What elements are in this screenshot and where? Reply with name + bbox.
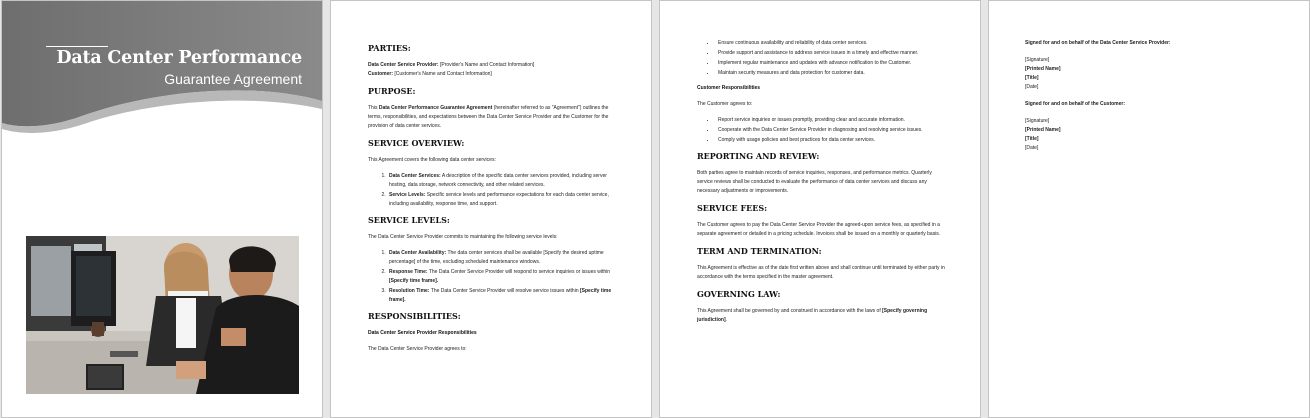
- levels-intro: The Data Center Service Provider commits to maintaining the following service levels:: [368, 234, 558, 240]
- provider-label: Data Center Service Provider:: [368, 62, 439, 68]
- list-item: • Report service inquiries or issues promptly, providing clear and accurate information.: [716, 116, 947, 125]
- list-item: 1. Data Center Services: A description of the specific data center services provided, including server hosting, data storage, network connectivity, and other related services.: [387, 172, 618, 190]
- page-3: [659, 0, 981, 418]
- term-paragraph: This Agreement is effective as of the date first written above and shall continue until terminated by either party in accordance with the terms specified in the master agreement.: [697, 265, 945, 280]
- overview-heading: SERVICE OVERVIEW:: [368, 138, 465, 148]
- customer-label: Customer:: [368, 71, 394, 77]
- list-item: • Cooperate with the Data Center Service Provider in diagnosing and resolving service issues.: [716, 126, 947, 135]
- overview-list: [368, 172, 618, 209]
- title-rule: [46, 46, 108, 47]
- page-4: [988, 0, 1310, 418]
- customer-value: [Customer's Name and Contact Information]: [393, 71, 492, 77]
- cover-subtitle: Guarantee Agreement: [164, 71, 302, 87]
- customer-signature-heading: Signed for and on behalf of the Customer:: [1025, 101, 1125, 107]
- responsibilities-heading: RESPONSIBILITIES:: [368, 311, 461, 321]
- fees-paragraph: The Customer agrees to pay the Data Center Service Provider the agreed-upon service fees, as specified in a separate agreement or detailed in a pricing schedule. Invoices shall be issued on a monthly or quarterly basis.: [697, 222, 941, 237]
- law-paragraph: This Agreement shall be governed by and construed in accordance with the laws of [Specify governing jurisdiction].: [697, 308, 928, 323]
- list-item: 2. Response Time: The Data Center Service Provider will respond to service inquiries or issues within [Specify time frame].: [387, 268, 618, 286]
- list-item: 1. Data Center Availability: The data center services shall be available [Specify the desired uptime percentage] of the time, excluding scheduled maintenance windows.: [387, 249, 618, 267]
- office-photo: [26, 236, 299, 394]
- customer-title: [Title]: [1025, 136, 1039, 142]
- customer-resp-subheading: Customer Responsibilities: [697, 85, 761, 91]
- fees-heading: SERVICE FEES:: [697, 203, 768, 213]
- provider-date: [Date]: [1025, 84, 1039, 90]
- list-item: • Provide support and assistance to address service issues in a timely and effective manner.: [716, 49, 947, 58]
- customer-resp-intro: The Customer agrees to:: [697, 101, 753, 107]
- provider-resp-list: [697, 39, 947, 78]
- list-item: 2. Service Levels: Specific service levels and performance expectations for each data center service, including availability, response time, and support.: [387, 191, 618, 209]
- parties-heading: PARTIES:: [368, 43, 411, 53]
- provider-signature-field: [Signature]: [1025, 57, 1050, 63]
- list-item: • Ensure continuous availability and reliability of data center services.: [716, 39, 947, 48]
- cover-title: Data Center Performance: [56, 48, 302, 68]
- list-item: • Comply with usage policies and best practices for data center services.: [716, 136, 947, 145]
- customer-date: [Date]: [1025, 145, 1039, 151]
- list-item: • Maintain security measures and data protection for customer data.: [716, 69, 947, 78]
- provider-resp-intro: The Data Center Service Provider agrees to:: [368, 346, 467, 352]
- overview-intro: This Agreement covers the following data center services:: [368, 157, 496, 163]
- provider-printed-name: [Printed Name]: [1025, 66, 1061, 72]
- law-heading: GOVERNING LAW:: [697, 289, 781, 299]
- provider-value: [Provider's Name and Contact Information]: [438, 62, 535, 68]
- page-2: [330, 0, 652, 418]
- levels-list: [368, 249, 618, 305]
- list-item: • Implement regular maintenance and updates with advance notification to the Customer.: [716, 59, 947, 68]
- customer-resp-list: [697, 116, 947, 145]
- purpose-paragraph: This Data Center Performance Guarantee Agreement (hereinafter referred to as "Agreement") outlines the terms, responsibilities, and expectations between the Data Center Service Provider and the Customer for the provision of data center services.: [368, 105, 609, 129]
- provider-title: [Title]: [1025, 75, 1039, 81]
- term-heading: TERM AND TERMINATION:: [697, 246, 822, 256]
- levels-heading: SERVICE LEVELS:: [368, 215, 450, 225]
- reporting-paragraph: Both parties agree to maintain records of service inquiries, responses, and performance metrics. Quarterly service reviews shall be conducted to evaluate the performance of data center services and discuss any necessary adjustments or improvements.: [697, 170, 932, 194]
- customer-signature-field: [Signature]: [1025, 118, 1050, 124]
- provider-signature-heading: Signed for and on behalf of the Data Center Service Provider:: [1025, 40, 1171, 46]
- purpose-heading: PURPOSE:: [368, 86, 416, 96]
- provider-resp-subheading: Data Center Service Provider Responsibilities: [368, 330, 477, 336]
- customer-printed-name: [Printed Name]: [1025, 127, 1061, 133]
- reporting-heading: REPORTING AND REVIEW:: [697, 151, 820, 161]
- list-item: 3. Resolution Time: The Data Center Service Provider will resolve service issues within [Specify time frame].: [387, 287, 618, 305]
- cover-page: [1, 0, 323, 418]
